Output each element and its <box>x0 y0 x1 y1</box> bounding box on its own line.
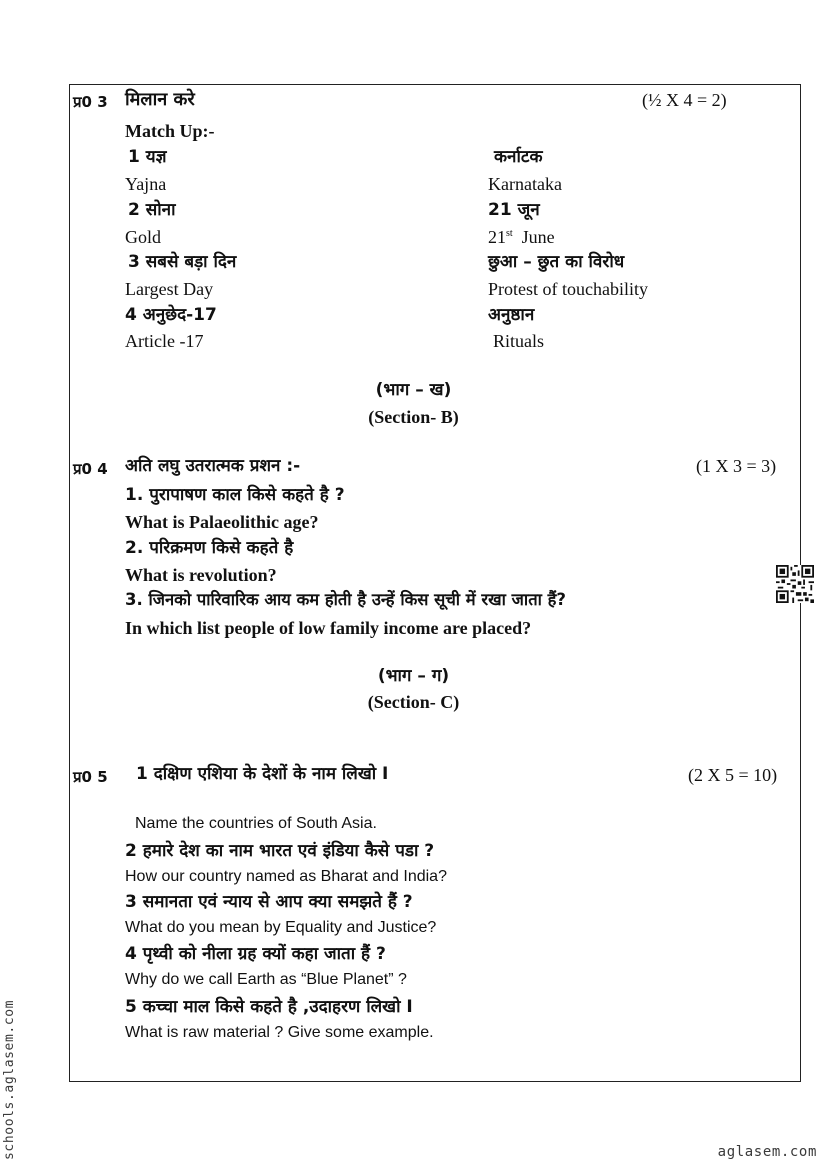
match-left-4-hi: 4 अनुछेद-17 <box>125 305 217 325</box>
match-right-3-en: Protest of touchability <box>488 279 648 299</box>
q4-item-3-en: In which list people of low family income are placed? <box>125 618 532 638</box>
q3-title: मिलान करे <box>125 89 195 110</box>
q5-item-4-hi: 4 पृथ्वी को नीला ग्रह क्यों कहा जाता हैं ? <box>125 944 386 964</box>
q3-number: प्र0 3 <box>73 93 108 111</box>
match-left-3-en: Largest Day <box>125 279 214 299</box>
q5-number: प्र0 5 <box>73 768 108 786</box>
q3-marks: (½ X 4 = 2) <box>642 90 727 110</box>
match-right-3-hi: छुआ – छुत का विरोध <box>488 252 625 272</box>
q5-item-1-en: Name the countries of South Asia. <box>135 815 377 832</box>
match-right-2-hi: 21 जून <box>488 200 540 220</box>
bottom-watermark: aglasem.com <box>717 1144 817 1160</box>
q4-item-2-en: What is revolution? <box>125 565 277 585</box>
q4-item-1-hi: 1. पुरापाषण काल किसे कहते है ? <box>125 485 345 505</box>
q4-item-2-hi: 2. परिक्रमण किसे कहते है <box>125 538 294 558</box>
section-b-en: (Section- B) <box>368 407 459 427</box>
q5-item-1-hi: 1 दक्षिण एशिया के देशों के नाम लिखो I <box>136 764 389 784</box>
match-left-1-en: Yajna <box>125 174 167 194</box>
q5-item-3-en: What do you mean by Equality and Justice? <box>125 919 437 936</box>
q5-item-3-hi: 3 समानता एवं न्याय से आप क्या समझते हैं ? <box>125 892 413 912</box>
q4-item-3-hi: 3. जिनको पारिवारिक आय कम होती है उन्हें किस सूची में रखा जाता हैं? <box>125 590 566 609</box>
qr-code-icon <box>776 565 814 603</box>
match-left-1-hi: 1 यज्ञ <box>128 147 167 167</box>
match-left-2-en: Gold <box>125 227 161 247</box>
q5-item-2-hi: 2 हमारे देश का नाम भारत एवं इंडिया कैसे पडा ? <box>125 841 435 861</box>
match-left-3-hi: 3 सबसे बड़ा दिन <box>128 252 237 272</box>
match-right-2-en: 21st June <box>488 227 555 247</box>
match-left-2-hi: 2 सोना <box>128 200 176 220</box>
q4-item-1-en: What is Palaeolithic age? <box>125 512 319 532</box>
match-right-4-hi: अनुष्ठान <box>488 305 535 325</box>
q5-item-5-hi: 5 कच्चा माल किसे कहते है ,उदाहरण लिखो I <box>125 997 413 1017</box>
side-watermark: schools.aglasem.com <box>2 999 17 1160</box>
q5-item-5-en: What is raw material ? Give some example. <box>125 1024 434 1041</box>
q5-item-4-en: Why do we call Earth as “Blue Planet” ? <box>125 971 407 988</box>
match-left-4-en: Article -17 <box>125 331 204 351</box>
match-right-1-hi: कर्नाटक <box>494 147 543 167</box>
section-c-hi: (भाग – ग) <box>377 666 450 686</box>
match-right-4-en: Rituals <box>493 331 545 351</box>
match-right-1-en: Karnataka <box>488 174 562 194</box>
q5-item-2-en: How our country named as Bharat and India? <box>125 868 447 885</box>
section-b-hi: (भाग – ख) <box>375 380 452 400</box>
q5-marks: (2 X 5 = 10) <box>688 765 778 785</box>
section-c-en: (Section- C) <box>367 692 460 712</box>
q4-number: प्र0 4 <box>73 460 108 478</box>
q4-marks: (1 X 3 = 3) <box>696 456 777 476</box>
q4-title: अति लघु उतरात्मक प्रशन :- <box>125 456 301 476</box>
q3-subtitle: Match Up:- <box>125 121 215 141</box>
